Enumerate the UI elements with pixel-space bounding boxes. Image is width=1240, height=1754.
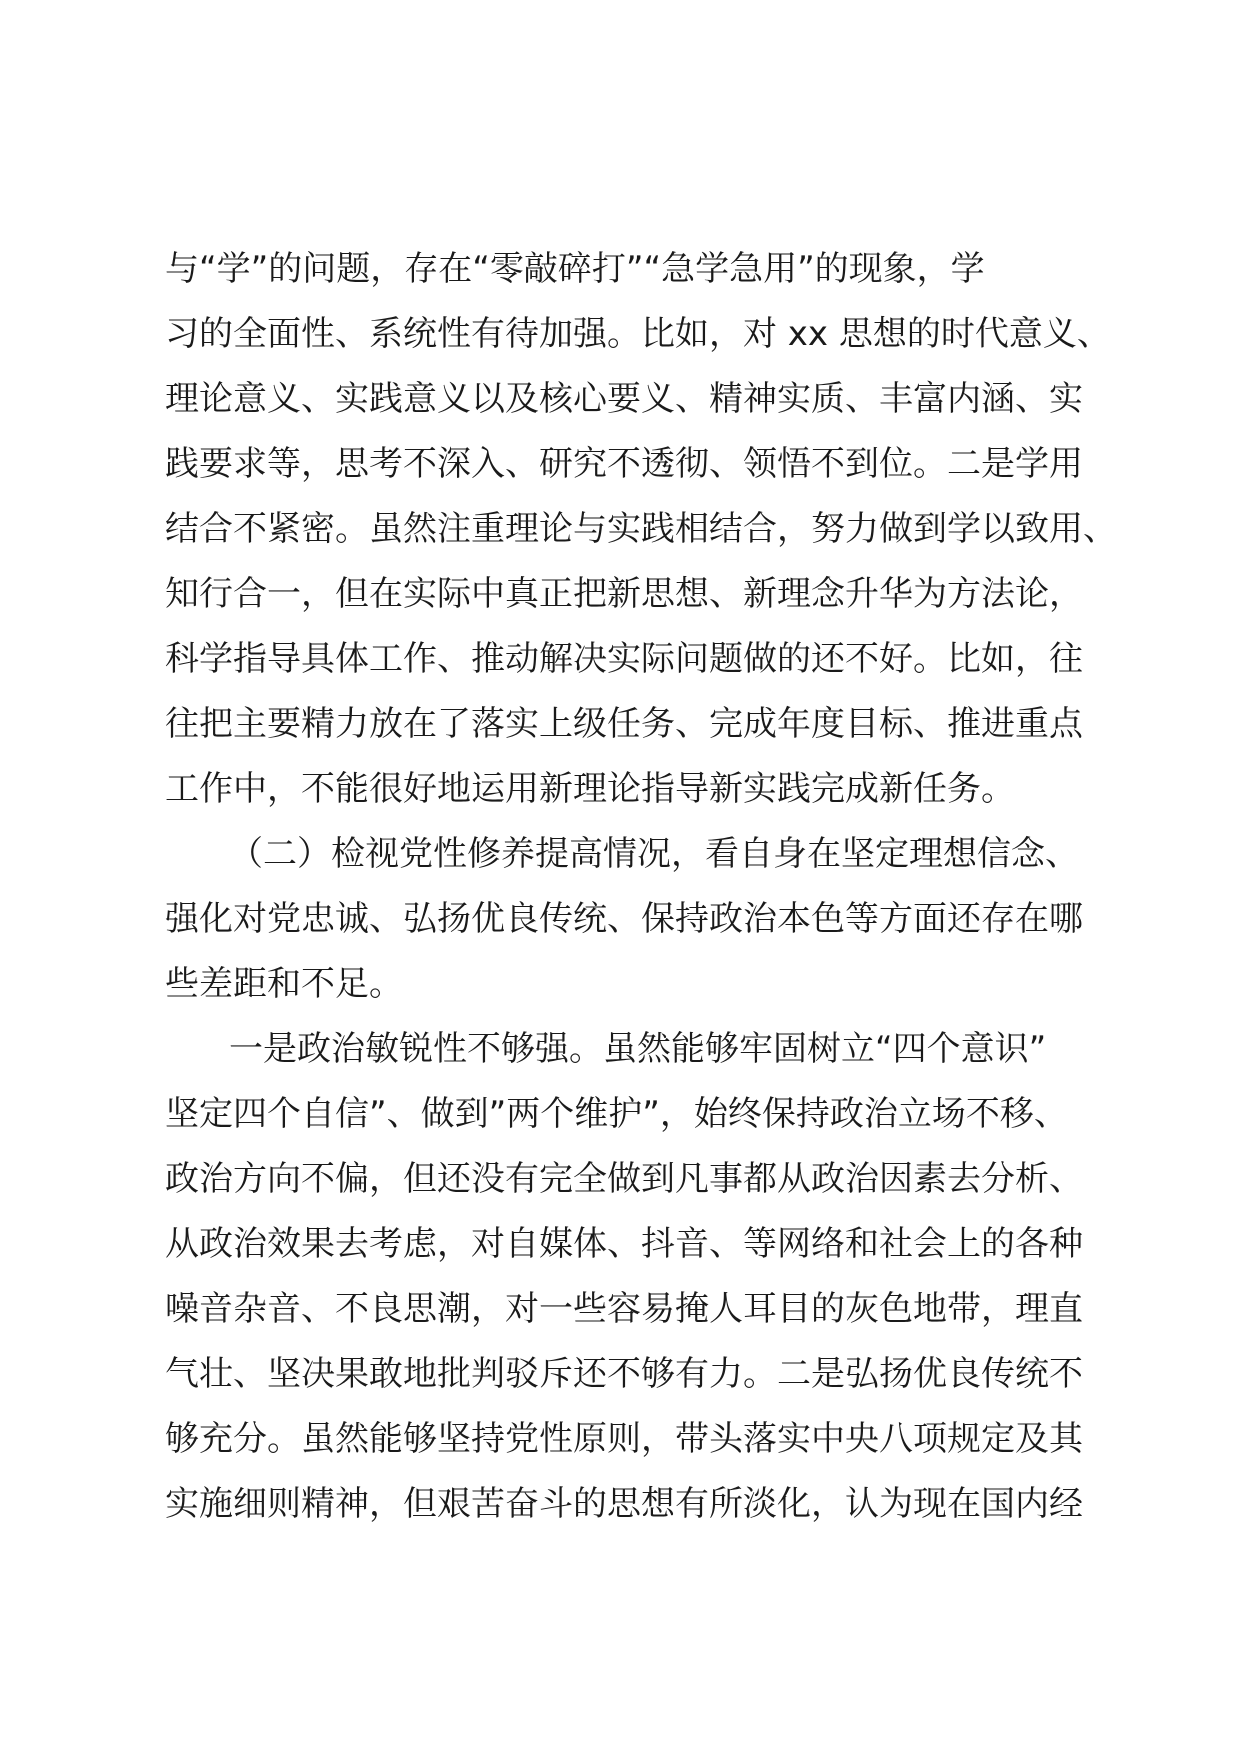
text-line: 政治方向不偏，但还没有完全做到凡事都从政治因素去分析、: [165, 1159, 1083, 1199]
text-line: 从政治效果去考虑，对自媒体、抖音、等网络和社会上的各种: [165, 1224, 1083, 1264]
text-line: 实施细则精神，但艰苦奋斗的思想有所淡化，认为现在国内经: [165, 1484, 1083, 1524]
text-line: 工作中，不能很好地运用新理论指导新实践完成新任务。: [165, 769, 1015, 809]
section-heading-line: 些差距和不足。: [165, 964, 403, 1004]
text-line: 噪音杂音、不良思潮，对一些容易掩人耳目的灰色地带，理直: [165, 1289, 1083, 1329]
text-line: 往把主要精力放在了落实上级任务、完成年度目标、推进重点: [165, 704, 1083, 744]
section-heading-line: 强化对党忠诚、弘扬优良传统、保持政治本色等方面还存在哪: [165, 899, 1083, 939]
text-line: 理论意义、实践意义以及核心要义、精神实质、丰富内涵、实: [165, 379, 1083, 419]
text-line: 习的全面性、系统性有待加强。比如，对 xx 思想的时代意义、: [165, 314, 1111, 354]
text-line: 践要求等，思考不深入、研究不透彻、领悟不到位。二是学用: [165, 444, 1083, 484]
text-line: 结合不紧密。虽然注重理论与实践相结合，努力做到学以致用、: [165, 509, 1117, 549]
text-line: 知行合一，但在实际中真正把新思想、新理念升华为方法论，: [165, 574, 1083, 614]
section-heading-line: （二）检视党性修养提高情况，看自身在坚定理想信念、: [229, 834, 1079, 874]
document-body: [165, 237, 1117, 1537]
text-line: 与“学”的问题，存在“零敲碎打”“急学急用”的现象，学: [165, 249, 985, 289]
text-line: 坚定四个自信”、做到”两个维护”，始终保持政治立场不移、: [165, 1094, 1068, 1134]
paragraph-first-line: 一是政治敏锐性不够强。虽然能够牢固树立“四个意识”: [229, 1029, 1047, 1069]
text-line: 气壮、坚决果敢地批判驳斥还不够有力。二是弘扬优良传统不: [165, 1354, 1083, 1394]
text-line: 够充分。虽然能够坚持党性原则，带头落实中央八项规定及其: [165, 1419, 1083, 1459]
text-line: 科学指导具体工作、推动解决实际问题做的还不好。比如，往: [165, 639, 1083, 679]
